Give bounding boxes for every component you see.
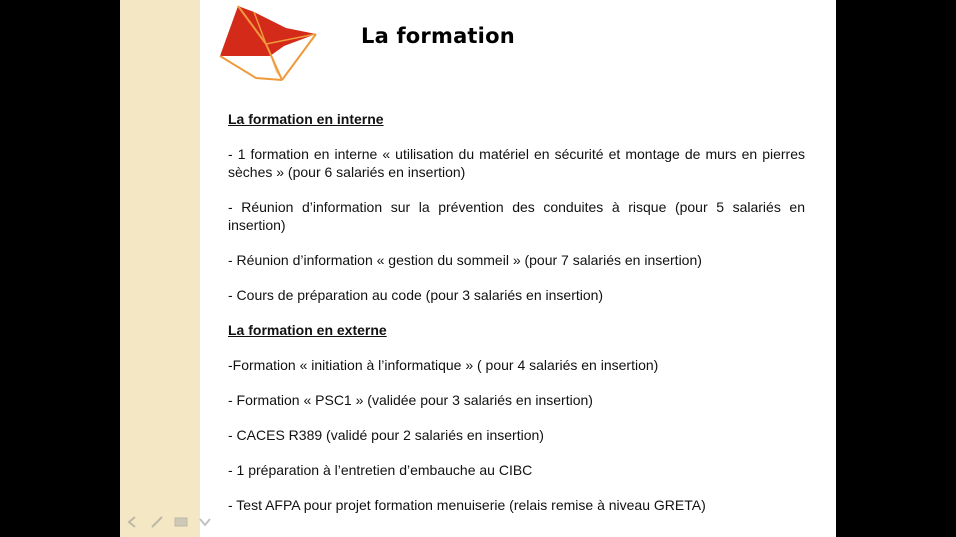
slide-body — [228, 110, 805, 531]
slide — [120, 0, 836, 537]
menu-icon[interactable] — [174, 516, 188, 528]
section-heading-interne: La formation en interne — [228, 111, 384, 127]
slide-side-strip — [120, 0, 200, 537]
list-item: - Test AFPA pour projet formation menuiserie (relais remise à niveau GRETA) — [228, 497, 706, 513]
next-icon[interactable] — [198, 516, 212, 528]
sail-logo-icon — [216, 0, 328, 90]
list-item: - 1 formation en interne « utilisation du matériel en sécurité et montage de murs en pierres sèches » (pour 6 salariés en insertion) — [228, 146, 805, 180]
slide-title: La formation — [361, 24, 515, 48]
slideshow-controls — [126, 515, 216, 529]
list-item: - Formation « PSC1 » (validée pour 3 salariés en insertion) — [228, 392, 593, 408]
pen-icon[interactable] — [150, 516, 164, 528]
list-item: -Formation « initiation à l’informatique » ( pour 4 salariés en insertion) — [228, 357, 659, 373]
list-item: - 1 préparation à l’entretien d’embauche au CIBC — [228, 462, 533, 478]
list-item: - Réunion d’information sur la prévention des conduites à risque (pour 5 salariés en insertion) — [228, 199, 805, 233]
list-item: - CACES R389 (validé pour 2 salariés en insertion) — [228, 427, 544, 443]
previous-icon[interactable] — [126, 516, 140, 528]
list-item: - Réunion d’information « gestion du sommeil » (pour 7 salariés en insertion) — [228, 252, 702, 268]
section-heading-externe: La formation en externe — [228, 322, 387, 338]
list-item: - Cours de préparation au code (pour 3 salariés en insertion) — [228, 287, 604, 303]
